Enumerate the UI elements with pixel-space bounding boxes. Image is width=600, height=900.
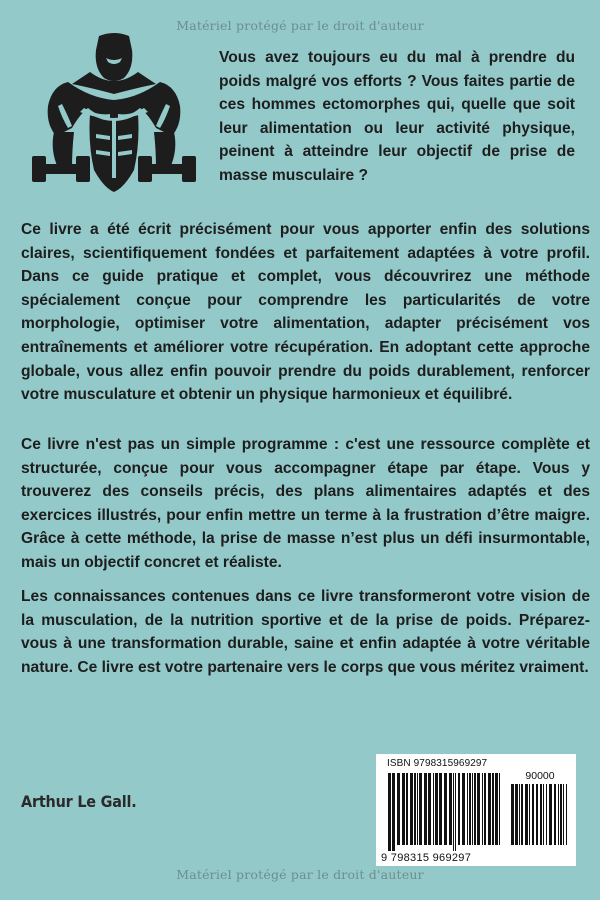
isbn-barcode — [376, 754, 576, 866]
barcode-bars — [388, 773, 503, 851]
paragraph-2: Ce livre n'est pas un simple programme : c'est une ressource complète et structurée, conçue pour vous accompagner étape par étape. Vous y trouverez des conseils précis, des plans alimentaires adaptés et des exercices illustrés, pour enfin mettre un terme à la frustration d’être maigre. Grâce à cette méthode, la prise de masse n’est plus un défi insurmontable, mais un objectif concret et réaliste. — [21, 436, 590, 571]
paragraph-3: Les connaissances contenues dans ce livre transformeront votre vision de la musculation, de la nutrition sportive et de la prise de poids. Préparez-vous à une transformation durable, saine et enfin adaptée à votre véritable nature. Ce livre est votre partenaire vers le corps que vous méritez vraiment. — [21, 588, 590, 676]
isbn-label: ISBN 9798315969297 — [387, 758, 488, 769]
copyright-watermark-bottom: Matériel protégé par le droit d'auteur — [176, 867, 424, 882]
intro-text: Vous avez toujours eu du mal à prendre du poids malgré vos efforts ? Vous faites partie de ces hommes ectomorphes qui, quelle que soit leur alimentation ou leur activité physique, peinent à atteindre leur objectif de prise de masse musculaire ? — [219, 49, 575, 184]
bodybuilder-dumbbell-icon — [28, 28, 200, 200]
isbn-digits: 9 798315 969297 — [381, 852, 472, 864]
price-code: 90000 — [525, 770, 555, 782]
author-name: Arthur Le Gall. — [21, 792, 137, 811]
copyright-watermark-top: Matériel protégé par le droit d'auteur — [176, 18, 424, 33]
barcode-addon-bars — [511, 784, 569, 851]
paragraph-1: Ce livre a été écrit précisément pour vous apporter enfin des solutions claires, scientifiquement fondées et parfaitement adaptées à votre profil. Dans ce guide pratique et complet, vous découvrirez une méthode spécialement conçue pour comprendre les particularités de votre morphologie, optimiser votre alimentation, adapter précisément vos entraînements et améliorer votre récupération. En adoptant cette approche globale, vous allez enfin pouvoir prendre du poids durablement, renforcer votre musculature et obtenir un physique harmonieux et équilibré. — [21, 221, 590, 404]
